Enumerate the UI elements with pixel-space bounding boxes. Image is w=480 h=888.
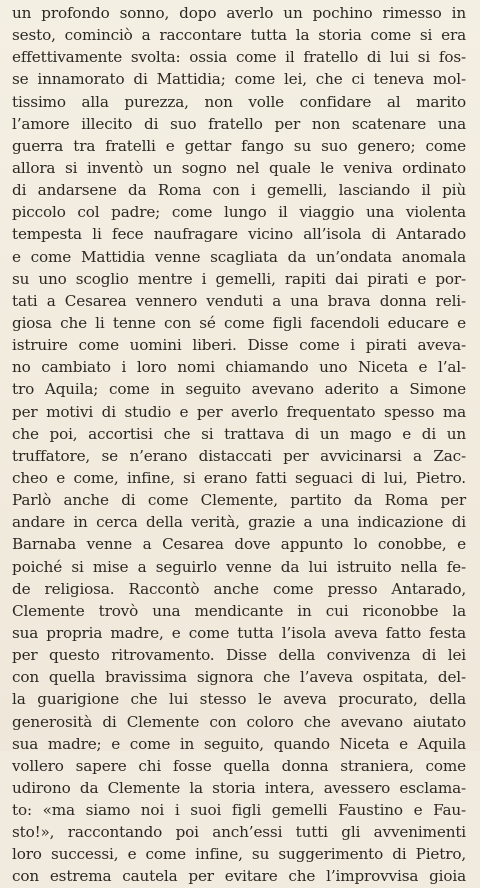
text-line: tissimo alla purezza, non volle confidare al marito xyxy=(12,92,466,111)
text-line: effettivamente svolta: ossia come il fratello di lui si fos- xyxy=(12,48,466,67)
text-line: se innamorato di Mattidia; come lei, che ci teneva mol- xyxy=(12,70,466,89)
text-line: tati a Cesarea vennero venduti a una brava donna reli- xyxy=(12,291,466,310)
text-line: poiché si mise a seguirlo venne da lui istruito nella fe- xyxy=(12,557,466,576)
text-line: un profondo sonno, dopo averlo un pochino rimesso in xyxy=(12,4,466,22)
text-line: sua propria madre, e come tutta l’isola aveva fatto festa xyxy=(12,623,466,642)
text-line: giosa che li tenne con sé come figli facendoli educare e xyxy=(12,313,466,332)
text-line: udirono da Clemente la storia intera, avessero esclama- xyxy=(12,778,466,797)
text-line: con quella bravissima signora che l’aveva ospitata, del- xyxy=(12,668,466,687)
body-text xyxy=(12,2,466,888)
text-line: la guarigione che lui stesso le aveva procurato, della xyxy=(12,690,466,709)
text-line: tro Aquila; come in seguito avevano aderito a Simone xyxy=(12,380,466,399)
text-line: e come Mattidia venne scagliata da un’ondata anomala xyxy=(12,247,466,266)
text-line: cheo e come, infine, si erano fatti seguaci di lui, Pietro. xyxy=(12,468,466,487)
text-line: con estrema cautela per evitare che l’improvvisa gioia xyxy=(12,867,466,886)
text-line: tempesta li fece naufragare vicino all’isola di Antarado xyxy=(12,225,466,244)
text-line: sesto, cominciò a raccontare tutta la storia come si era xyxy=(12,26,466,45)
text-line: andare in cerca della verità, grazie a una indicazione di xyxy=(12,513,466,532)
text-line: de religiosa. Raccontò anche come presso Antarado, xyxy=(12,579,466,598)
text-line: per questo ritrovamento. Disse della convivenza di lei xyxy=(12,646,466,665)
text-line: di andarsene da Roma con i gemelli, lasciando il più xyxy=(12,181,466,200)
text-line: Parlò anche di come Clemente, partito da Roma per xyxy=(12,491,466,510)
text-line: piccolo col padre; come lungo il viaggio una violenta xyxy=(12,203,466,222)
text-line: generosità di Clemente con coloro che avevano aiutato xyxy=(12,712,466,731)
text-line: loro successi, e come infine, su suggerimento di Pietro, xyxy=(12,845,466,864)
text-line: truffatore, se n’erano distaccati per avvicinarsi a Zac- xyxy=(12,446,466,465)
text-line: vollero sapere chi fosse quella donna straniera, come xyxy=(12,756,466,775)
text-line: to: «ma siamo noi i suoi figli gemelli Faustino e Fau- xyxy=(12,801,466,820)
text-line: Barnaba venne a Cesarea dove appunto lo conobbe, e xyxy=(12,535,466,554)
text-line: Clemente trovò una mendicante in cui riconobbe la xyxy=(12,601,466,620)
text-line: allora si inventò un sogno nel quale le veniva ordinato xyxy=(12,158,466,177)
text-line: sto!», raccontando poi anch’essi tutti gli avvenimenti xyxy=(12,823,466,842)
text-line: sua madre; e come in seguito, quando Niceta e Aquila xyxy=(12,734,466,753)
text-line: su uno scoglio mentre i gemelli, rapiti dai pirati e por- xyxy=(12,269,466,288)
text-line: no cambiato i loro nomi chiamando uno Niceta e l’al- xyxy=(12,358,466,377)
text-line: che poi, accortisi che si trattava di un mago e di un xyxy=(12,424,466,443)
text-line: l’amore illecito di suo fratello per non scatenare una xyxy=(12,114,466,133)
text-line: per motivi di studio e per averlo frequentato spesso ma xyxy=(12,402,466,421)
text-line: guerra tra fratelli e gettar fango su suo genero; come xyxy=(12,136,466,155)
text-line: istruire come uomini liberi. Disse come i pirati aveva- xyxy=(12,336,466,355)
